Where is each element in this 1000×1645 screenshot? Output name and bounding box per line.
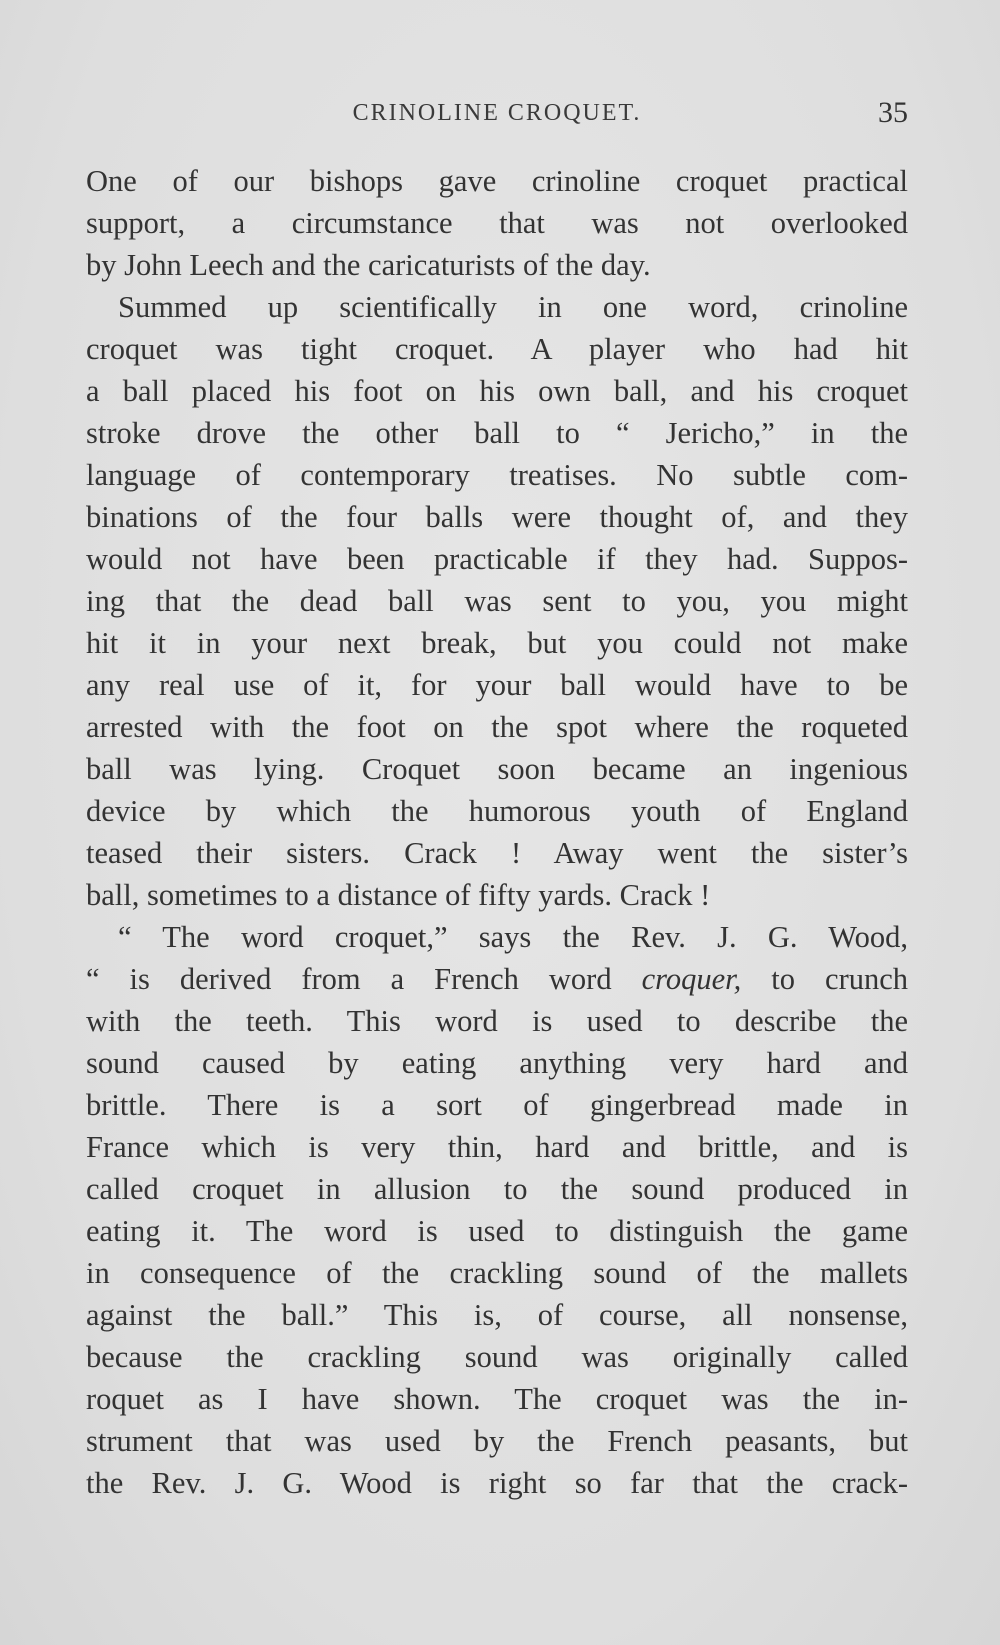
text-fragment: “ is derived from a French word bbox=[86, 962, 612, 996]
text-line: Summed up scientifically in one word, crinoline bbox=[118, 290, 908, 324]
text-line: teased their sisters. Crack ! Away went the sister’s bbox=[86, 836, 908, 870]
text-line: because the crackling sound was originally called bbox=[86, 1340, 908, 1374]
text-line: croquet was tight croquet. A player who had hit bbox=[86, 332, 908, 366]
text-line-with-italic bbox=[86, 958, 908, 1000]
text-fragment: to crunch bbox=[771, 962, 909, 996]
text-line: called croquet in allusion to the sound produced in bbox=[86, 1172, 908, 1206]
text-line: roquet as I have shown. The croquet was the in- bbox=[86, 1382, 908, 1416]
text-line: language of contemporary treatises. No subtle com- bbox=[86, 458, 908, 492]
text-line: “ The word croquet,” says the Rev. J. G. Wood, bbox=[118, 920, 908, 954]
text-line: ing that the dead ball was sent to you, you might bbox=[86, 584, 908, 618]
page-number: 35 bbox=[878, 96, 908, 129]
text-line: ball, sometimes to a distance of fifty yards. Crack ! bbox=[86, 878, 711, 912]
text-line: would not have been practicable if they had. Suppos- bbox=[86, 542, 908, 576]
text-line: arrested with the foot on the spot where the roqueted bbox=[86, 710, 908, 744]
text-line: device by which the humorous youth of England bbox=[86, 794, 908, 828]
body-text bbox=[86, 160, 908, 1504]
running-title: CRINOLINE CROQUET. bbox=[352, 100, 642, 126]
text-line: brittle. There is a sort of gingerbread made in bbox=[86, 1088, 908, 1122]
text-line: One of our bishops gave crinoline croquet practical bbox=[86, 164, 908, 198]
running-head bbox=[86, 96, 908, 136]
text-line: against the ball.” This is, of course, all nonsense, bbox=[86, 1298, 908, 1332]
text-line: stroke drove the other ball to “ Jericho,” in the bbox=[86, 416, 908, 450]
text-line: with the teeth. This word is used to describe the bbox=[86, 1004, 908, 1038]
text-line: any real use of it, for your ball would have to be bbox=[86, 668, 908, 702]
text-line: by John Leech and the caricaturists of the day. bbox=[86, 248, 651, 282]
text-line: ball was lying. Croquet soon became an ingenious bbox=[86, 752, 908, 786]
text-line: hit it in your next break, but you could not make bbox=[86, 626, 908, 660]
text-line: the Rev. J. G. Wood is right so far that the crack- bbox=[86, 1466, 908, 1500]
text-line: sound caused by eating anything very hard and bbox=[86, 1046, 908, 1080]
italic-term: croquer, bbox=[641, 962, 742, 996]
text-line: France which is very thin, hard and brittle, and is bbox=[86, 1130, 908, 1164]
text-line: strument that was used by the French peasants, but bbox=[86, 1424, 908, 1458]
text-line: a ball placed his foot on his own ball, and his croquet bbox=[86, 374, 908, 408]
text-line: eating it. The word is used to distinguish the game bbox=[86, 1214, 908, 1248]
text-line: in consequence of the crackling sound of the mallets bbox=[86, 1256, 908, 1290]
text-line: binations of the four balls were thought of, and they bbox=[86, 500, 908, 534]
text-line: support, a circumstance that was not overlooked bbox=[86, 206, 908, 240]
